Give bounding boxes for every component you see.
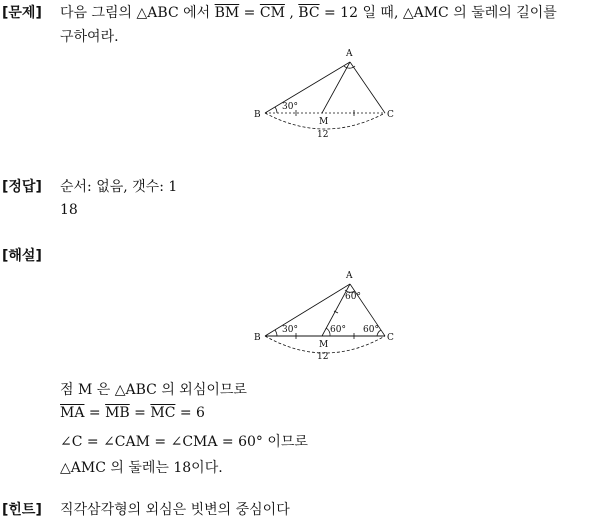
equals: = bbox=[84, 405, 106, 421]
fig1-vertex-c: C bbox=[387, 110, 394, 120]
fig1-vertex-m: M bbox=[319, 117, 329, 127]
fig2-angle-a: 60° bbox=[345, 292, 361, 302]
segment-bm: $\overline{BM}$ bbox=[214, 5, 240, 21]
fig2-vertex-c: C bbox=[387, 333, 394, 343]
segment-bc: $\overline{BC}$ bbox=[298, 5, 320, 21]
solution-line-1: 점 M 은 △ABC 의 외심이므로 bbox=[60, 382, 247, 398]
answer-value: 18 bbox=[60, 202, 78, 218]
problem-line-1 bbox=[60, 2, 557, 22]
comma: , bbox=[284, 5, 299, 21]
equals: = bbox=[129, 405, 151, 421]
hint-text: 직각삼각형의 외심은 빗변의 중심이다 bbox=[60, 502, 290, 518]
fig2-angle-c: 60° bbox=[363, 325, 379, 335]
segment-cm: $\overline{CM}$ bbox=[259, 5, 285, 21]
answer-label: [정답] bbox=[2, 179, 42, 195]
problem-text-a: 다음 그림의 △ABC 에서 bbox=[60, 5, 215, 21]
solution-line-3: ∠C = ∠CAM = ∠CMA = 60° 이므로 bbox=[60, 434, 308, 450]
fig1-angle-b: 30° bbox=[282, 102, 298, 112]
fig2-angle-b: 30° bbox=[282, 325, 298, 335]
solution-line-4: △AMC 의 둘레는 18이다. bbox=[60, 460, 223, 476]
hint-label: [힌트] bbox=[2, 502, 42, 518]
problem-label: [문제] bbox=[2, 5, 42, 21]
fig1-vertex-b: B bbox=[254, 110, 261, 120]
fig2-vertex-b: B bbox=[254, 333, 261, 343]
fig1-vertex-a: A bbox=[346, 49, 353, 59]
problem-text-b: = 12 일 때, △AMC 의 둘레의 길이를 bbox=[319, 5, 557, 21]
solution-line-2-end: = 6 bbox=[175, 405, 205, 421]
equals: = bbox=[239, 5, 260, 21]
solution-label: [해설] bbox=[2, 248, 42, 264]
solution-line-2 bbox=[60, 405, 205, 421]
fig2-base-length: 12 bbox=[317, 352, 329, 362]
solution-figure bbox=[248, 266, 408, 366]
problem-figure bbox=[248, 46, 408, 142]
fig1-base-length: 12 bbox=[317, 130, 329, 140]
problem-line-2: 구하여라. bbox=[60, 29, 119, 45]
fig2-vertex-a: A bbox=[346, 271, 353, 281]
segment-mb: $\overline{MB}$ bbox=[105, 405, 130, 421]
segment-mc: $\overline{MC}$ bbox=[150, 405, 176, 421]
segment-ma: $\overline{MA}$ bbox=[60, 405, 85, 421]
fig2-angle-m: 60° bbox=[330, 325, 346, 335]
answer-order: 순서: 없음, 갯수: 1 bbox=[60, 179, 178, 195]
fig2-vertex-m: M bbox=[319, 340, 329, 350]
